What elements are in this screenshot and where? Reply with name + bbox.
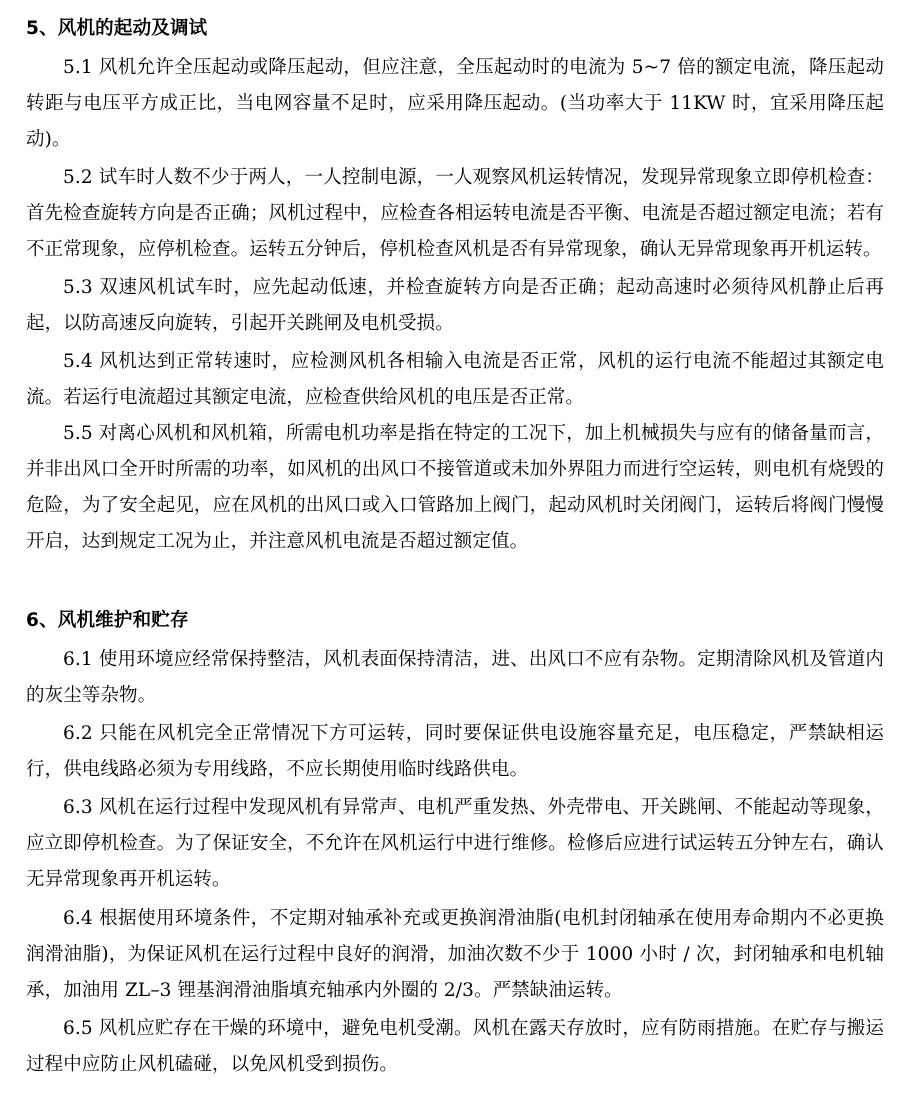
- paragraph-6-3: 6.3 风机在运行过程中发现风机有异常声、电机严重发热、外壳带电、开关跳闸、不能起动等现象，应立即停机检查。为了保证安全，不允许在风机运行中进行维修。检修后应进行试运转五分钟左右，确认无异常现象再开机运转。: [26, 797, 884, 891]
- paragraph-6-5: 6.5 风机应贮存在干燥的环境中，避免电机受潮。风机在露天存放时，应有防雨措施。在贮存与搬运过程中应防止风机磕碰，以免风机受到损伤。: [26, 1017, 884, 1075]
- paragraph-6-1: 6.1 使用环境应经常保持整洁，风机表面保持清洁，进、出风口不应有杂物。定期清除风机及管道内的灰尘等杂物。: [26, 649, 884, 707]
- paragraph-5-2: 5.2 试车时人数不少于两人，一人控制电源，一人观察风机运转情况，发现异常现象立即停机检查：首先检查旋转方向是否正确；风机过程中，应检查各相运转电流是否平衡、电流是否超过额定电流；若有不正常现象，应停机检查。运转五分钟后，停机检查风机是否有异常现象，确认无异常现象再开机运转。: [26, 166, 884, 260]
- paragraph-5-1: 5.1 风机允许全压起动或降压起动，但应注意，全压起动时的电流为 5~7 倍的额定电流，降压起动转距与电压平方成正比，当电网容量不足时，应采用降压起动。(当功率大于 11KW 时，宜采用降压起动)。: [26, 56, 884, 150]
- paragraph-5-3: 5.3 双速风机试车时，应先起动低速，并检查旋转方向是否正确；起动高速时必须待风机静止后再起，以防高速反向旋转，引起开关跳闸及电机受损。: [26, 276, 884, 335]
- paragraph-6-4: 6.4 根据使用环境条件，不定期对轴承补充或更换润滑油脂(电机封闭轴承在使用寿命期内不必更换润滑油脂)，为保证风机在运行过程中良好的润滑，加油次数不少于 1000 小时 / 次，封闭轴承和电机轴承，加油用 ZL–3 锂基润滑油脂填充轴承内外圈的 2/3。严禁缺油运转。: [26, 907, 884, 1001]
- section-heading-6: 6、风机维护和贮存: [26, 610, 189, 632]
- paragraph-5-5: 5.5 对离心风机和风机箱，所需电机功率是指在特定的工况下，加上机械损失与应有的储备量而言，并非出风口全开时所需的功率，如风机的出风口不接管道或未加外界阻力而进行空运转，则电机有烧毁的危险，为了安全起见，应在风机的出风口或入口管路加上阀门，起动风机时关闭阀门，运转后将阀门慢慢开启，达到规定工况为止，并注意风机电流是否超过额定值。: [26, 423, 884, 553]
- paragraph-6-2: 6.2 只能在风机完全正常情况下方可运转，同时要保证供电设施容量充足，电压稳定，严禁缺相运行，供电线路必须为专用线路，不应长期使用临时线路供电。: [26, 723, 884, 781]
- paragraph-5-4: 5.4 风机达到正常转速时，应检测风机各相输入电流是否正常，风机的运行电流不能超过其额定电流。若运行电流超过其额定电流，应检查供给风机的电压是否正常。: [26, 351, 884, 409]
- section-heading-5: 5、风机的起动及调试: [26, 18, 208, 39]
- section-spacer: [26, 562, 884, 580]
